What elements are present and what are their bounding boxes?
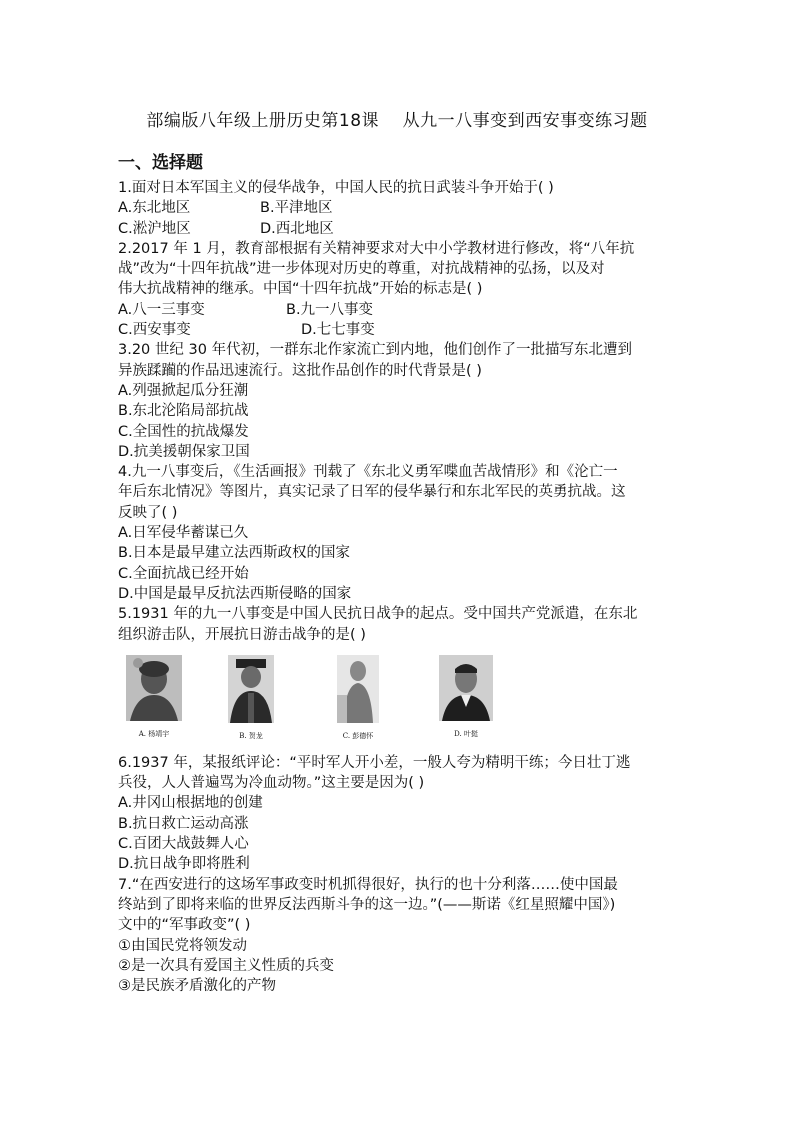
portrait-photo [228, 655, 274, 723]
question-1 [118, 178, 688, 239]
question-text: 组织游击队，开展抗日游击战争的是( ) [118, 626, 366, 643]
question-text: 伟大抗战精神的继承。中国“十四年抗战”开始的标志是( ) [118, 281, 483, 298]
question-text: 战”改为“十四年抗战”进一步体现对历史的尊重，对抗战精神的弘扬，以及对 [118, 261, 605, 278]
page-title: 部编版八年级上册历史第18课 从九一八事变到西安事变练习题 [146, 111, 648, 131]
portrait-option-c [323, 655, 393, 746]
question-text: 7.“在西安进行的这场军事政变时机抓得很好，执行的也十分利落……使中国最 [118, 876, 618, 893]
option-2: ②是一次具有爱国主义性质的兵变 [118, 957, 334, 974]
question-text: 反映了( ) [118, 504, 178, 521]
question-text: 异族蹂躏的作品迅速流行。这批作品创作的时代背景是( ) [118, 362, 482, 379]
option-d: D.七七事变 [301, 322, 375, 339]
option-c: C.百团大战鼓舞人心 [118, 836, 249, 853]
option-b: B.抗日救亡运动高涨 [118, 815, 249, 832]
question-text: 文中的“军事政变”( ) [118, 917, 251, 934]
question-text: 年后东北情况》等图片，真实记录了日军的侵华暴行和东北军民的英勇抗战。这 [118, 484, 626, 501]
option-b: B.九一八事变 [286, 301, 374, 318]
option-c: C.西安事变 [118, 322, 191, 339]
question-2 [118, 239, 688, 340]
question-text: 2.2017 年 1 月，教育部根据有关精神要求对大中小学教材进行修改，将“八年抗 [118, 240, 635, 257]
option-c: C.淞沪地区 [118, 220, 191, 237]
option-b: B.平津地区 [260, 200, 333, 217]
option-a: A.日军侵华蓄谋已久 [118, 525, 249, 542]
portrait-caption: C. 彭德怀 [342, 731, 374, 740]
portrait-caption: D. 叶挺 [454, 729, 478, 738]
question-text: 4.九一八事变后，《生活画报》刊载了《东北义勇军喋血苦战情形》和《沦亡一 [118, 464, 618, 481]
option-b: B.日本是最早建立法西斯政权的国家 [118, 545, 351, 562]
question-4 [118, 462, 688, 604]
portrait-photo [126, 655, 182, 721]
option-d: D.西北地区 [260, 220, 334, 237]
portrait-caption: B. 贺龙 [239, 731, 263, 740]
portrait-options [118, 655, 688, 745]
question-text: 终站到了即将来临的世界反法西斯斗争的这一边。”(——斯诺《红星照耀中国》) [118, 896, 616, 913]
question-text: 1.面对日本军国主义的侵华战争，中国人民的抗日武装斗争开始于( ) [118, 180, 554, 196]
option-1: ①由国民党将领发动 [118, 937, 247, 954]
portrait-option-d [433, 655, 499, 744]
option-c: C.全国性的抗战爆发 [118, 423, 249, 440]
question-text: 兵役，人人普遍骂为冷血动物。”这主要是因为( ) [118, 775, 425, 792]
option-b: B.东北沦陷局部抗战 [118, 403, 249, 420]
option-d: D.抗日战争即将胜利 [118, 856, 250, 873]
question-text: 3.20 世纪 30 年代初，一群东北作家流亡到内地，他们创作了一批描写东北遭到 [118, 342, 633, 359]
option-a: A.八一三事变 [118, 301, 205, 318]
option-c: C.全面抗战已经开始 [118, 565, 249, 582]
option-a: A.列强掀起瓜分狂潮 [118, 382, 249, 399]
portrait-photo [337, 655, 379, 723]
option-row [118, 198, 688, 218]
option-d: D.中国是最早反抗法西斯侵略的国家 [118, 585, 352, 602]
option-row [118, 320, 688, 340]
question-text: 6.1937 年，某报纸评论：“平时军人开小差，一般人夸为精明干练；今日壮丁逃 [118, 754, 631, 771]
question-3 [118, 340, 688, 462]
question-6 [118, 753, 688, 875]
question-text: 5.1931 年的九一八事变是中国人民抗日战争的起点。受中国共产党派遣，在东北 [118, 606, 638, 623]
question-5 [118, 604, 688, 745]
option-d: D.抗美援朝保家卫国 [118, 443, 250, 460]
section-heading: 一、选择题 [118, 153, 203, 173]
portrait-caption: A. 杨靖宇 [138, 729, 170, 738]
option-3: ③是民族矛盾激化的产物 [118, 978, 276, 995]
portrait-photo [439, 655, 493, 721]
question-7 [118, 875, 688, 997]
portrait-option-a [120, 655, 188, 744]
option-a: A.东北地区 [118, 200, 191, 217]
question-list [118, 178, 688, 996]
option-a: A.井冈山根据地的创建 [118, 795, 263, 812]
option-row [118, 219, 688, 239]
portrait-option-b [216, 655, 286, 746]
option-row [118, 300, 688, 320]
